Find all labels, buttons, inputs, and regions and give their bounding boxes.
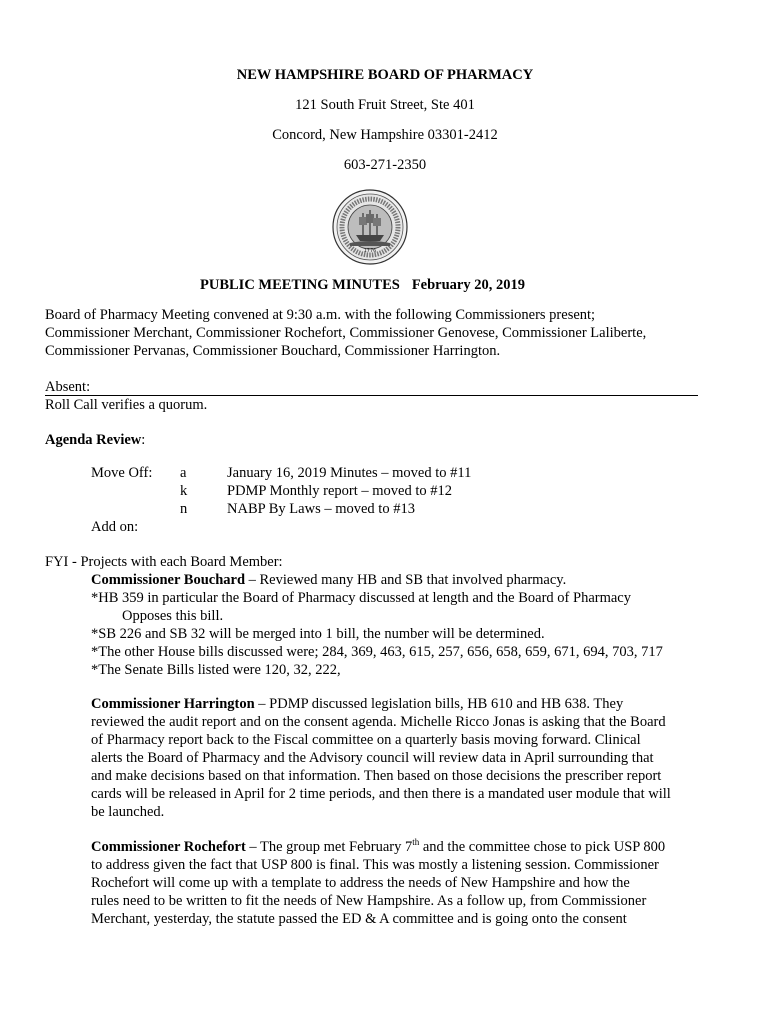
harrington-line: alerts the Board of Pharmacy and the Advisory council will review data in April surrounding that	[91, 750, 654, 766]
fyi-heading: FYI - Projects with each Board Member:	[45, 554, 283, 570]
agenda-item-letter: a	[180, 465, 187, 481]
bouchard-line: *HB 359 in particular the Board of Pharmacy discussed at length and the Board of Pharmacy	[91, 590, 631, 606]
bouchard-line: *The Senate Bills listed were 120, 32, 222,	[91, 662, 341, 678]
phone-number: 603-271-2350	[343, 157, 427, 173]
title-date: February 20, 2019	[411, 277, 525, 293]
absent-label: Absent:	[45, 379, 91, 395]
agenda-heading	[45, 431, 145, 449]
harrington-line: reviewed the audit report and on the consent agenda. Michelle Ricco Jonas is asking that the Board	[91, 714, 666, 730]
rochefort-first-text: – The group met February 7	[245, 839, 413, 855]
bouchard-name: Commissioner Bouchard	[91, 572, 246, 588]
harrington-line: and make decisions based on that information. Then based on those decisions the prescriber report	[91, 768, 662, 784]
agenda-item-text: January 16, 2019 Minutes – moved to #11	[227, 465, 472, 481]
agenda-item-text: PDMP Monthly report – moved to #12	[227, 483, 453, 499]
harrington-first-line	[91, 695, 701, 713]
rochefort-ordinal-suffix: th	[412, 837, 420, 848]
page-title	[200, 276, 525, 294]
agenda-item-letter: k	[180, 483, 188, 499]
harrington-name: Commissioner Harrington	[91, 696, 255, 712]
state-seal-image	[332, 189, 408, 265]
move-off-label: Move Off:	[91, 465, 153, 481]
intro-paragraph	[45, 306, 705, 360]
rochefort-line: Rochefort will come up with a template to address the needs of New Hampshire and how the	[91, 875, 630, 891]
rochefort-first-text-end: and the committee chose to pick USP 800	[419, 839, 666, 855]
harrington-line: be launched.	[91, 804, 165, 820]
intro-line: Board of Pharmacy Meeting convened at 9:30 a.m. with the following Commissioners present;	[45, 307, 596, 323]
rochefort-name: Commissioner Rochefort	[91, 839, 246, 855]
agenda-item-letter: n	[180, 501, 188, 517]
rochefort-line: Merchant, yesterday, the statute passed the ED & A committee and is going onto the consent	[91, 911, 627, 927]
rochefort-line: to address given the fact that USP 800 is final. This was mostly a listening session. Commissioner	[91, 857, 659, 873]
intro-line: Commissioner Pervanas, Commissioner Bouchard, Commissioner Harrington.	[45, 343, 501, 359]
rochefort-line: rules need to be written to fit the needs of New Hampshire. As a follow up, from Commissioner	[91, 893, 647, 909]
harrington-first-text: – PDMP discussed legislation bills, HB 610 and HB 638. They	[254, 696, 624, 712]
address-line-2: Concord, New Hampshire 03301-2412	[272, 127, 498, 143]
rochefort-first-line	[91, 838, 701, 856]
intro-line: Commissioner Merchant, Commissioner Rochefort, Commissioner Genovese, Commissioner Laliberte,	[45, 325, 647, 341]
add-on-label: Add on:	[91, 519, 139, 535]
roll-call-text: Roll Call verifies a quorum.	[45, 397, 208, 413]
bouchard-summary: – Reviewed many HB and SB that involved pharmacy.	[245, 572, 567, 588]
agenda-heading-colon: :	[141, 432, 146, 448]
harrington-section	[91, 695, 701, 821]
board-name: NEW HAMPSHIRE BOARD OF PHARMACY	[236, 67, 534, 83]
harrington-line: of Pharmacy report back to the Fiscal committee on a quarterly basis moving forward. Clinical	[91, 732, 641, 748]
rochefort-section	[91, 838, 701, 928]
bouchard-line: *SB 226 and SB 32 will be merged into 1 bill, the number will be determined.	[91, 626, 545, 642]
agenda-heading-label: Agenda Review	[45, 432, 142, 448]
seal-year: 1776	[363, 248, 377, 254]
address-line-1: 121 South Fruit Street, Ste 401	[295, 97, 475, 113]
bouchard-section	[91, 571, 701, 679]
harrington-line: cards will be released in April for 2 time periods, and then there is a mandated user module that will	[91, 786, 671, 802]
bouchard-line: Opposes this bill.	[122, 608, 224, 624]
bouchard-line: *The other House bills discussed were; 284, 369, 463, 615, 257, 656, 658, 659, 671, 694, 703, 717	[91, 644, 663, 660]
title-label: PUBLIC MEETING MINUTES	[200, 277, 400, 293]
agenda-item-text: NABP By Laws – moved to #13	[227, 501, 415, 517]
bouchard-first-line	[91, 571, 701, 589]
